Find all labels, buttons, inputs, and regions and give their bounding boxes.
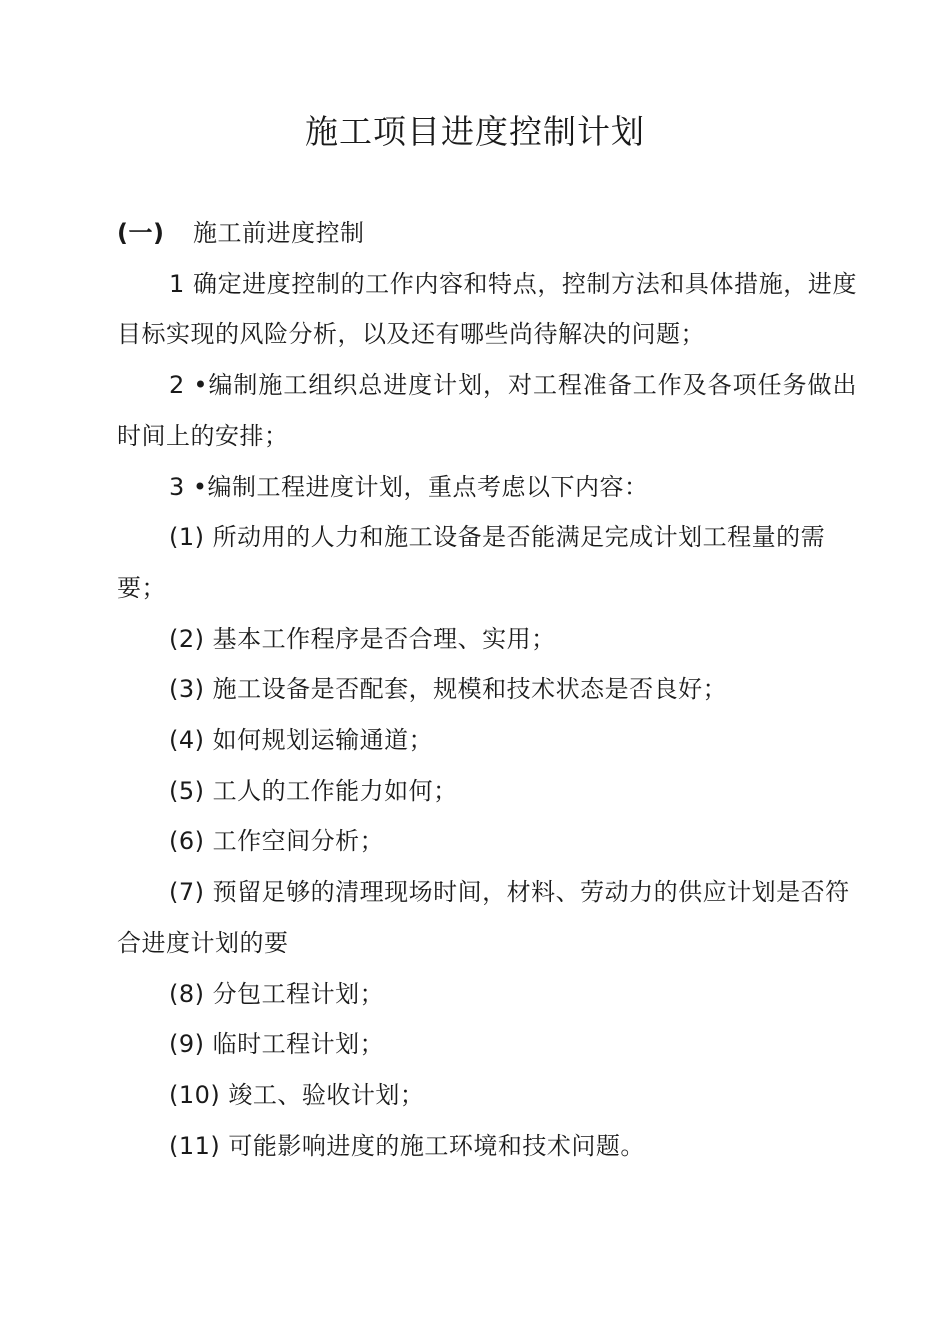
document-body [117, 208, 857, 1171]
section-number: (一) [117, 219, 165, 247]
list-item-2: (2) 基本工作程序是否合理、实用； [169, 624, 556, 653]
list-item-4: (4) 如何规划运输通道； [169, 726, 434, 755]
section-title: 施工前进度控制 [193, 219, 365, 247]
list-item-3: (3) 施工设备是否配套，规模和技术状态是否良好； [169, 675, 728, 704]
list-item-10: (10) 竣工、验收计划； [169, 1080, 425, 1109]
section-heading [117, 208, 857, 259]
list-item-5: (5) 工人的工作能力如何； [169, 776, 458, 805]
paragraph-1: 1 确定进度控制的工作内容和特点，控制方法和具体措施，进度目标实现的风险分析，以及还有哪些尚待解决的问题； [117, 269, 857, 349]
list-item-11: (11) 可能影响进度的施工环境和技术问题。 [169, 1131, 645, 1160]
document-title: 施工项目进度控制计划 [305, 112, 645, 151]
list-item-1: (1) 所动用的人力和施工设备是否能满足完成计划工程量的需要； [117, 523, 826, 602]
list-item-9: (9) 临时工程计划； [169, 1030, 385, 1059]
list-item-7: (7) 预留足够的清理现场时间，材料、劳动力的供应计划是否符合进度计划的要 [117, 878, 850, 957]
list-item-6: (6) 工作空间分析； [169, 827, 385, 856]
list-item-8: (8) 分包工程计划； [169, 979, 385, 1008]
paragraph-3: 3 •编制工程进度计划，重点考虑以下内容： [169, 472, 649, 501]
paragraph-2: 2 •编制施工组织总进度计划，对工程准备工作及各项任务做出时间上的安排； [117, 371, 857, 450]
